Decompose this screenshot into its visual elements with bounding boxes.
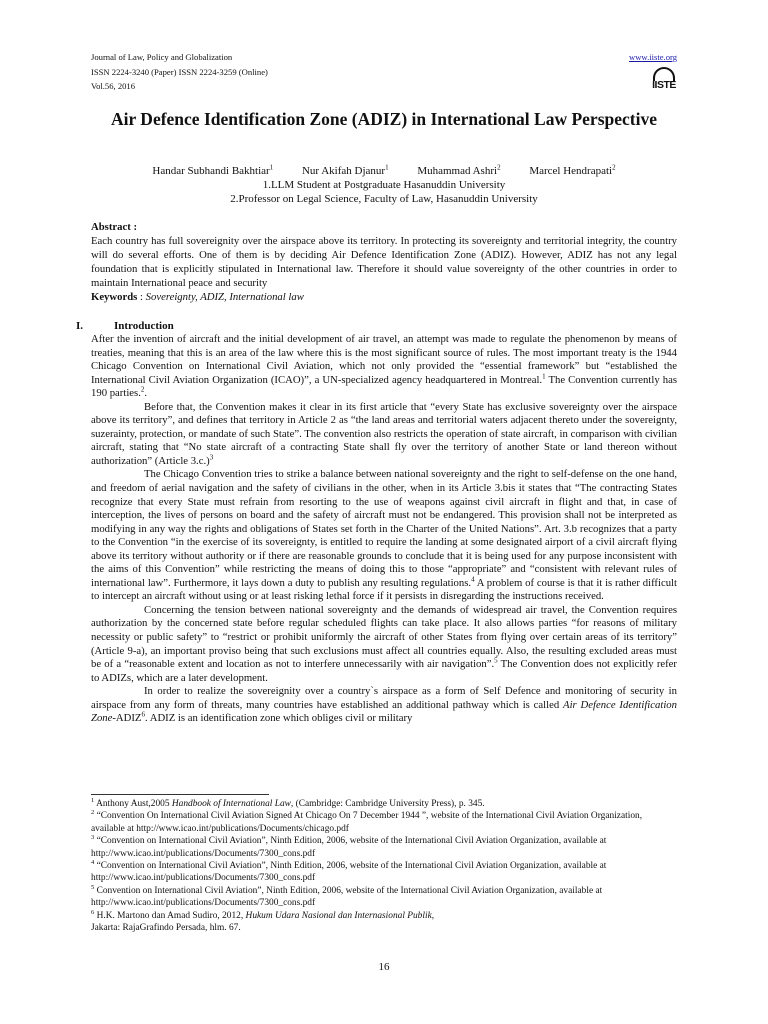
journal-info [91,50,677,94]
footnote-divider [91,794,269,795]
abstract-heading: Abstract : [91,221,138,233]
keywords-label: Keywords [91,291,138,303]
footnote: $^5$ Convention on International Civil Aviation”, Ninth Edition, 2006, website of the International Civil Aviation Organization, available at http://www.icao.int/publications/Documents/7300_cons.pdf [91,883,603,909]
volume: Vol.56, 2016 [91,81,136,91]
footnote-ref: 2 [140,385,145,394]
abstract [91,220,677,304]
footnote-ref: 1 [542,372,546,381]
header-right [629,50,677,65]
paragraph: In order to realize the sovereignity over a country`s airspace as a form of Self Defence and monitoring of security in airspace from any form of threats, many countries have established an additional pathway which is called Air Defence Identification Zone-ADIZ$^6$. ADIZ is an identification zone which obliges civil or military [91,685,677,725]
paragraph: Before that, the Convention makes it clear in its first article that “every State has exclusive sovereignty over the airspace above its territory”, and defines that territory in Article 2 as “the land areas and territorial waters adjacent thereto under the sovereignty, suzerainty, protection, or mandate of such State”. The convention also restricts the operation of state aircraft, in comparison with civilian aircraft, stating that “No state aircraft of a contracting State shall fly over the territory of another State or land thereon without authorization” (Article 3.c.)$^3$ [91,400,677,467]
paragraph: After the invention of aircraft and the initial development of air travel, an attempt was made to regulate the phenomenon by means of treaties, meaning that this is an area of the law where this is the most significant source of rules. The most important treaty is the 1944 Chicago Convention on International Civil Aviation, which not only provided the “essential framework” but “established the International Civil Aviation Organization (ICAO)”, a UN-specialized agency headquartered in Montreal.$^1$ The Convention currently has 190 parties.$^2$. [91,333,677,400]
iiste-logo [651,67,677,93]
logo-text: IISTE [652,79,676,91]
author: Handar Subhandi Bakhtiar$^1$ [152,163,274,177]
affiliation: 1.LLM Student at Postgraduate Hasanuddin University [262,179,506,191]
footnote: $^4$ “Convention on International Civil Aviation”, Ninth Edition, 2006, website of the International Civil Aviation Organization, available at http://www.icao.int/publications/Documents/7300_cons.pdf [91,858,607,884]
author-list [91,164,677,178]
journal-name: Journal of Law, Policy and Globalization [91,52,233,62]
section-title: Introduction [114,320,174,332]
keywords-line: Keywords : Sovereignty, ADIZ, International law [91,291,304,303]
paragraph: The Chicago Convention tries to strike a balance between national sovereignty and the right to self-defense on the one hand, and freedom of aerial navigation and the safety of civilians in the other, when in its Article 3.bis it states that “The contracting States recognize that every State must refrain from resorting to the use of weapons against civil aircraft in flight and that, in case of interception, the lives of persons on board and the safety of aircraft must not be endangered. This provision shall not be interpreted as modifying in any way the rights and obligations of States set forth in the Charter of the United Nations”. Art. 3.b recognizes that a party to the Convention “in the exercise of its sovereignty, is entitled to require the landing at some designated airport of a civil aircraft flying above its territory without authority or if there are reasonable grounds to conclude that it is being used for any purpose inconsistent with the aims of this Convention” while restricting the means of doing this to those “appropriate” and “consistent with relevant rules of international law”. Furthermore, it lays down a duty to publish any resulting regulations.$^4$ A problem of course is that it is rather difficult to intercept an aircraft without using or at least risking lethal force if it persists in disregarding the instructions received. [91,468,677,603]
paragraph: Concerning the tension between national sovereignty and the demands of widespread air travel, the Convention requires authorization by the concerned state before regular scheduled flights can take place. It also allows parties “for reasons of military necessity or public safety” to “restrict or prohibit uniformly the aircraft of other States from flying over certain areas of its territory” (Article 9-a), an important proviso being that such exclusions must affect all countries equally. Also, the resulting excluded areas must be of a “reasonable extent and location as not to interfere unnecessarily with air navigation”.$^5$ The Convention does not explicitly refer to ADIZs, which are a later development. [91,603,677,684]
author: Muhammad Ashri$^2$ [417,163,501,177]
abstract-text: Each country has full sovereignity over the airspace above its territory. In protecting its sovereignty and territorial integrity, the country will do several efforts. One of them is by deciding Air Defence Identification Zone (ADIZ). However, ADIZ has not any legal foundation that is explicitly stipulated in International law. Therefore it should value sovereignty of the other countries in order to maintain International peace and security [91,235,677,289]
footnote-continuation: Jakarta: RajaGrafindo Persada, hlm. 67. [91,923,241,934]
footnotes [91,798,677,934]
footnote: $^6$ H.K. Martono dan Amad Sudiro, 2012, Hukum Udara Nasional dan Internasional Publik, [91,908,435,921]
body-text [91,333,677,726]
page-number: 16 [378,961,390,973]
author: Nur Akifah Djanur$^1$ [301,163,389,177]
section-heading [76,319,174,333]
affiliation: 2.Professor on Legal Science, Faculty of Law, Hasanuddin University [230,193,538,205]
section-number: I. [76,320,84,332]
journal-url-link[interactable]: www.iiste.org [629,52,677,62]
keywords-text: Sovereignty, ADIZ, International law [145,291,304,303]
author-block [91,164,677,206]
footnote-ref: 5 [494,656,498,665]
footnote-ref: 6 [141,710,145,719]
footnote: $^1$ Anthony Aust,2005 Handbook of International Law, (Cambridge: Cambridge University Press), p. 345. [91,796,485,809]
footnote: $^3$ “Convention on International Civil Aviation”, Ninth Edition, 2006, website of the International Civil Aviation Organization, available at http://www.icao.int/publications/Documents/7300_cons.pdf [91,834,607,859]
author: Marcel Hendrapati$^2$ [529,163,616,177]
paper-title: Air Defence Identification Zone (ADIZ) in International Law Perspective [110,109,657,129]
footnote-ref: 4 [471,575,475,584]
issn: ISSN 2224-3240 (Paper) ISSN 2224-3259 (Online) [91,66,268,77]
footnote-ref: 3 [209,453,214,462]
footnote: $^2$ “Convention On International Civil Aviation Signed At Chicago On 7 December 1944 ”, website of the International Civil Aviation Organization, available at http://www.icao.int/publications/Documents/chicago.pdf [91,809,643,834]
running-header [91,50,677,96]
